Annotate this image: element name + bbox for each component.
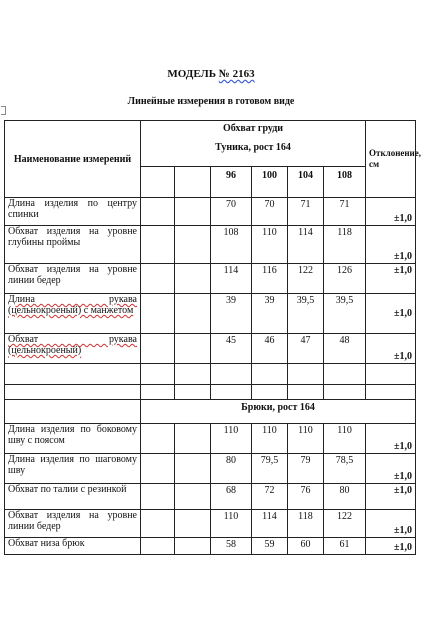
value-cell: 79,5 (252, 454, 288, 484)
value-cell: 39,5 (324, 294, 366, 334)
table-row (5, 294, 416, 334)
measurement-name: Обхват по талии с резинкой (5, 484, 141, 510)
table-row (5, 198, 416, 226)
value-cell: 70 (252, 198, 288, 226)
value-cell: 47 (288, 334, 324, 364)
empty-cell (141, 226, 175, 264)
value-cell: 108 (211, 226, 252, 264)
measurement-name-text: Длина рукава (цельнокроеный) с манжетом (8, 294, 137, 316)
empty-cell (175, 294, 211, 334)
value-cell: 110 (252, 424, 288, 454)
tolerance-cell: ±1,0 (366, 264, 416, 294)
measurement-name: Длина изделия по боковому шву с поясом (5, 424, 141, 454)
value-cell: 79 (288, 454, 324, 484)
empty-cell (141, 264, 175, 294)
tolerance-cell: ±1,0 (366, 334, 416, 364)
empty-cell (141, 538, 175, 555)
value-cell: 39 (211, 294, 252, 334)
value-cell: 48 (324, 334, 366, 364)
value-cell: 46 (252, 334, 288, 364)
value-cell: 110 (324, 424, 366, 454)
empty-cell (141, 167, 175, 198)
chest-label: Обхват груди (222, 123, 284, 134)
empty-cell (175, 424, 211, 454)
table-row (5, 226, 416, 264)
table-row (5, 484, 416, 510)
value-cell: 70 (211, 198, 252, 226)
table-row (5, 538, 416, 555)
tolerance-cell: ±1,0 (366, 294, 416, 334)
empty-cell (141, 334, 175, 364)
empty-cell (141, 510, 175, 538)
value-cell: 72 (252, 484, 288, 510)
value-cell: 61 (324, 538, 366, 555)
value-cell: 78,5 (324, 454, 366, 484)
measurement-name: Обхват изделия на уровне линии бедер (5, 264, 141, 294)
empty-cell (141, 294, 175, 334)
empty-cell (175, 167, 211, 198)
paragraph-marker (1, 106, 6, 115)
value-cell: 39,5 (288, 294, 324, 334)
value-cell: 76 (288, 484, 324, 510)
value-cell: 114 (211, 264, 252, 294)
empty-cell (175, 484, 211, 510)
measurement-name: Обхват низа брюк (5, 538, 141, 555)
table-row (5, 424, 416, 454)
value-cell: 126 (324, 264, 366, 294)
value-cell: 39 (252, 294, 288, 334)
value-cell: 110 (288, 424, 324, 454)
measurement-name (5, 294, 141, 334)
value-cell: 71 (288, 198, 324, 226)
size-cell: 108 (324, 167, 366, 198)
measurement-name: Длина изделия по шаговому шву (5, 454, 141, 484)
empty-row (5, 385, 416, 400)
value-cell: 116 (252, 264, 288, 294)
size-cell: 96 (211, 167, 252, 198)
empty-cell (175, 510, 211, 538)
table-row (5, 454, 416, 484)
header-row (5, 121, 416, 167)
value-cell: 71 (324, 198, 366, 226)
measurement-name: Обхват изделия на уровне линии бедер (5, 510, 141, 538)
empty-cell (141, 424, 175, 454)
value-cell: 122 (324, 510, 366, 538)
value-cell: 68 (211, 484, 252, 510)
header-chest-cell (141, 121, 366, 167)
tolerance-cell: ±1,0 (366, 510, 416, 538)
value-cell: 45 (211, 334, 252, 364)
value-cell: 118 (324, 226, 366, 264)
value-cell: 122 (288, 264, 324, 294)
size-cell: 104 (288, 167, 324, 198)
empty-cell (141, 454, 175, 484)
empty-row (5, 364, 416, 385)
value-cell: 114 (252, 510, 288, 538)
pants-section-label: Брюки, рост 164 (141, 400, 416, 424)
empty-cell (175, 334, 211, 364)
title-prefix: МОДЕЛЬ (167, 68, 217, 80)
empty-cell (175, 226, 211, 264)
document-subtitle: Линейные измерения в готовом виде (127, 96, 295, 107)
empty-cell (175, 264, 211, 294)
tunic-label: Туника, рост 164 (215, 142, 291, 153)
tolerance-cell: ±1,0 (366, 538, 416, 555)
model-number: № 2163 (218, 68, 255, 80)
header-tolerance-cell: Отклонение, см (366, 121, 416, 198)
empty-cell (141, 484, 175, 510)
table-row (5, 334, 416, 364)
value-cell: 114 (288, 226, 324, 264)
tolerance-cell: ±1,0 (366, 424, 416, 454)
tolerance-cell: ±1,0 (366, 484, 416, 510)
value-cell: 110 (252, 226, 288, 264)
value-cell: 80 (211, 454, 252, 484)
value-cell: 110 (211, 424, 252, 454)
measurement-name: Длина изделия по центру спинки (5, 198, 141, 226)
empty-cell (175, 454, 211, 484)
value-cell: 58 (211, 538, 252, 555)
tolerance-cell: ±1,0 (366, 198, 416, 226)
measurement-name (5, 334, 141, 364)
tolerance-cell: ±1,0 (366, 226, 416, 264)
header-name-cell: Наименование измерений (5, 121, 141, 198)
table-row (5, 264, 416, 294)
tolerance-cell: ±1,0 (366, 454, 416, 484)
document-title (0, 68, 422, 80)
empty-cell (141, 198, 175, 226)
value-cell: 110 (211, 510, 252, 538)
value-cell: 60 (288, 538, 324, 555)
value-cell: 59 (252, 538, 288, 555)
section-row (5, 400, 416, 424)
measurements-table (4, 120, 421, 555)
empty-cell (5, 400, 141, 424)
empty-cell (175, 538, 211, 555)
size-cell: 100 (252, 167, 288, 198)
measurement-name: Обхват изделия на уровне глубины проймы (5, 226, 141, 264)
measurement-name-text: Обхват рукава (цельнокроеный) (8, 334, 137, 356)
value-cell: 80 (324, 484, 366, 510)
empty-cell (175, 198, 211, 226)
table-row (5, 510, 416, 538)
value-cell: 118 (288, 510, 324, 538)
